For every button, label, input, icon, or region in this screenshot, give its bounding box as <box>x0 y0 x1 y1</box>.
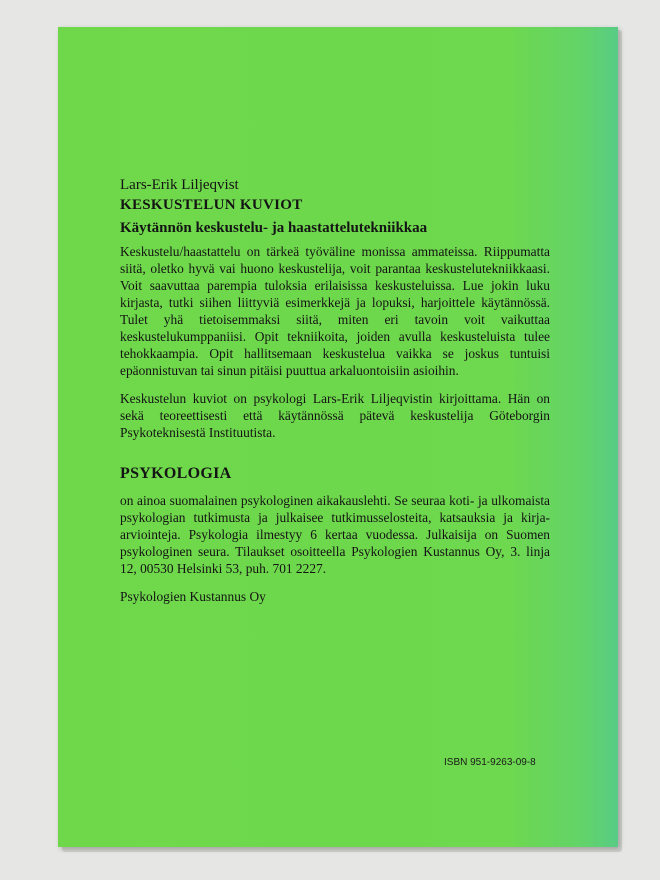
author-name: Lars-Erik Liljeqvist <box>120 177 239 193</box>
isbn-label: ISBN 951-9263-09-8 <box>444 757 536 768</box>
author-paragraph: Keskustelun kuviot on psykologi Lars-Erik Liljeqvistin kirjoittama. Hän on sekä teoreettisesti että käytännössä pätevä keskustelija Göteborgin Psykoteknisestä Instituutista. <box>120 391 550 440</box>
cover-text-block <box>120 177 550 605</box>
publisher-name: Psykologien Kustannus Oy <box>120 589 266 604</box>
magazine-title: PSYKOLOGIA <box>120 465 232 482</box>
book-subtitle: Käytännön keskustelu- ja haastattelutekniikkaa <box>120 220 428 236</box>
magazine-paragraph: on ainoa suomalainen psykologinen aikakauslehti. Se seuraa koti- ja ulkomaista psykologian tutkimusta ja julkaisee tutkimusselosteita, katsauksia ja kirja-arviointeja. Psykologia ilmestyy 6 kertaa vuodessa. Julkaisija on Suomen psykologinen seura. Tilaukset osoitteella Psykologien Kustannus Oy, 3. linja 12, 00530 Helsinki 53, puh. 701 2227. <box>120 493 550 576</box>
book-title: KESKUSTELUN KUVIOT <box>120 197 303 213</box>
book-back-cover <box>58 27 618 847</box>
description-paragraph: Keskustelu/haastattelu on tärkeä työväline monissa ammateissa. Riippumatta siitä, oletko hyvä vai huono keskustelija, voit parantaa keskustelutekniikkaasi. Voit saavuttaa parempia tuloksia erilaisissa keskusteluissa. Lue jokin luku kirjasta, tutki siihen liittyviä esimerkkejä ja lopuksi, harjoittele käytännössä. Tulet yhä tietoisemmaksi siitä, miten eri tavoin voit vaikuttaa keskustelukumppaniisi. Opit tekniikoita, joiden avulla keskusteluista tulee tehokkaampia. Opit hallitsemaan keskustelua vaikka se joskus tuntuisi epäonnistuvan tai sinun pitäisi puuttua arkaluontoisiin asioihin. <box>120 244 550 378</box>
